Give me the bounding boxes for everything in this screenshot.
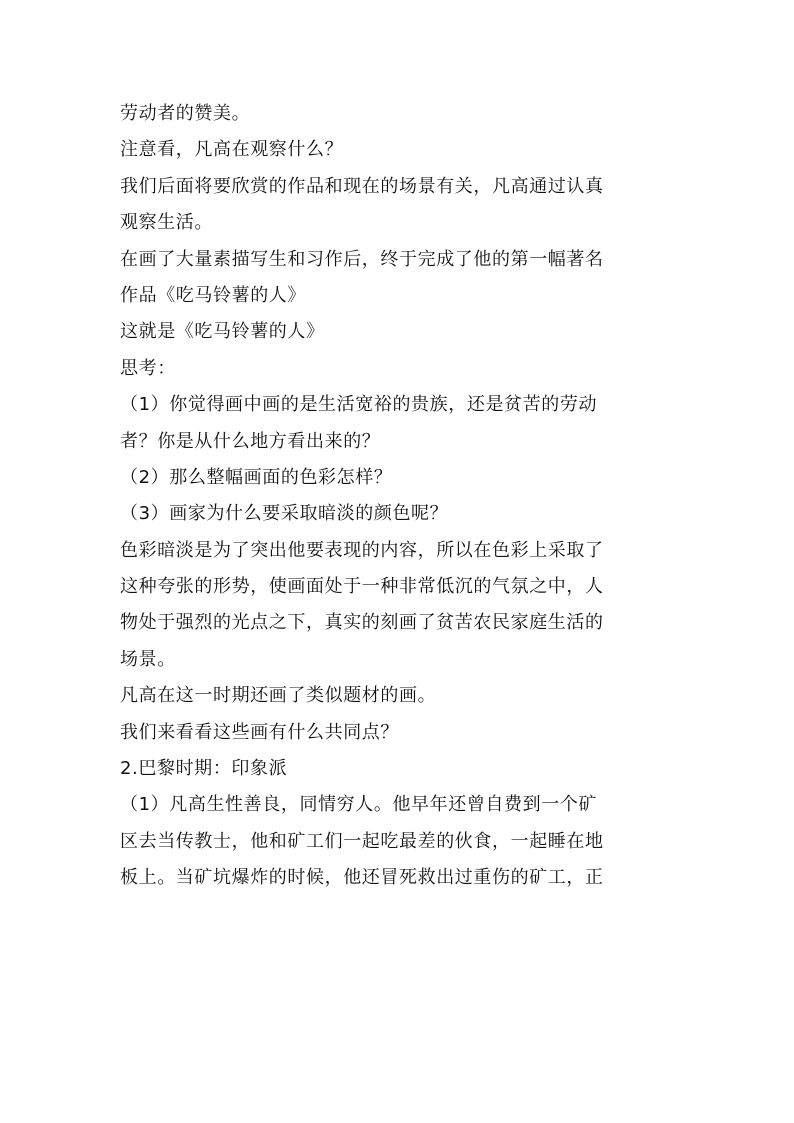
- text-line: 作品《吃马铃薯的人》: [120, 284, 306, 306]
- text-line: 这种夸张的形势，使画面处于一种非常低沉的气氛之中，人: [120, 576, 604, 598]
- text-line: 色彩暗淡是为了突出他要表现的内容，所以在色彩上采取了: [120, 539, 604, 561]
- text-line: 劳动者的赞美。: [120, 103, 251, 124]
- text-line: 物处于强烈的光点之下，真实的刻画了贫苦农民家庭生活的: [120, 612, 604, 634]
- text-line: 者？你是从什么地方看出来的？: [120, 430, 381, 452]
- text-line: （1）凡高生性善良，同情穷人。他早年还曾自费到一个矿: [120, 794, 598, 816]
- text-line: 这就是《吃马铃薯的人》: [120, 321, 325, 343]
- text-line: 我们后面将要欣赏的作品和现在的场景有关，凡高通过认真: [120, 175, 604, 197]
- text-line: 注意看，凡高在观察什么？: [120, 139, 344, 161]
- text-line: 思考：: [120, 357, 176, 379]
- text-line: 板上。当矿坑爆炸的时候，他还冒死救出过重伤的矿工，正: [120, 867, 604, 889]
- document-body: [120, 96, 680, 897]
- text-line: 场景。: [120, 648, 176, 670]
- text-line: 我们来看看这些画有什么共同点？: [120, 721, 399, 743]
- text-line: （3）画家为什么要采取暗淡的颜色呢？: [120, 503, 449, 525]
- section-heading: 2.巴黎时期：印象派: [120, 758, 288, 780]
- text-line: 凡高在这一时期还画了类似题材的画。: [120, 685, 437, 707]
- text-line: 区去当传教士，他和矿工们一起吃最差的伙食，一起睡在地: [120, 830, 604, 852]
- text-line: 观察生活。: [120, 212, 213, 234]
- text-line: （2）那么整幅画面的色彩怎样？: [120, 466, 393, 488]
- text-line: （1）你觉得画中画的是生活宽裕的贵族，还是贫苦的劳动: [120, 394, 598, 416]
- text-line: 在画了大量素描写生和习作后，终于完成了他的第一幅著名: [120, 248, 604, 270]
